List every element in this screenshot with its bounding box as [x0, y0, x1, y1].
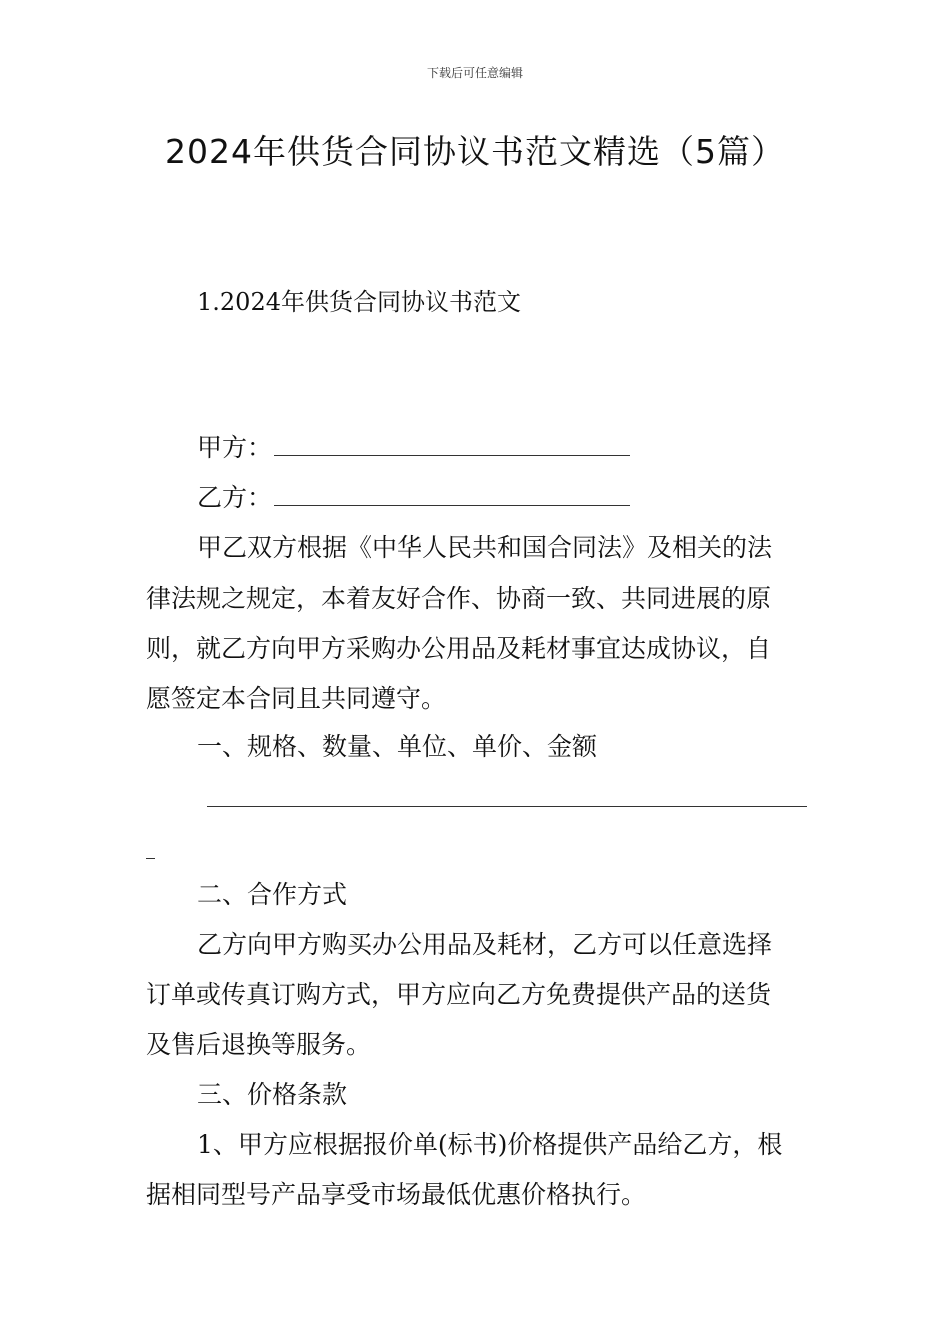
clause-2-line: 订单或传真订购方式，甲方应向乙方免费提供产品的送货 — [146, 980, 772, 1009]
party-a-line — [197, 423, 811, 473]
party-b-label: 乙方： — [197, 483, 273, 512]
party-a-label: 甲方： — [197, 433, 273, 462]
preamble-line: 则，就乙方向甲方采购办公用品及耗材事宜达成协议，自 — [146, 634, 772, 663]
preamble-line: 甲乙双方根据《中华人民共和国合同法》及相关的法 — [197, 533, 773, 562]
clause-3-item-line: 据相同型号产品享受市场最低优惠价格执行。 — [146, 1180, 647, 1209]
preamble-line: 愿签定本合同且共同遵守。 — [146, 684, 447, 713]
clause-1-heading: 一、规格、数量、单位、单价、金额 — [197, 732, 598, 761]
party-a-blank — [274, 429, 630, 456]
preamble-line: 律法规之规定，本着友好合作、协商一致、共同进展的原 — [146, 584, 772, 613]
section-heading: 1.2024年供货合同协议书范文 — [197, 288, 521, 316]
document-title: 2024年供货合同协议书范文精选（5篇） — [165, 132, 785, 171]
party-b-line — [197, 473, 811, 523]
clause-2-heading: 二、合作方式 — [197, 880, 348, 909]
clause-2-line: 乙方向甲方购买办公用品及耗材，乙方可以任意选择 — [197, 930, 773, 959]
header-note: 下载后可任意编辑 — [426, 66, 523, 80]
clause-2-line: 及售后退换等服务。 — [146, 1030, 372, 1059]
fill-in-blank-tail — [146, 858, 155, 859]
clause-3-item-line: 1、甲方应根据报价单(标书)价格提供产品给乙方，根 — [197, 1130, 783, 1159]
fill-in-blank-line — [207, 806, 807, 807]
clause-3-heading: 三、价格条款 — [197, 1080, 348, 1109]
party-b-blank — [274, 479, 630, 506]
